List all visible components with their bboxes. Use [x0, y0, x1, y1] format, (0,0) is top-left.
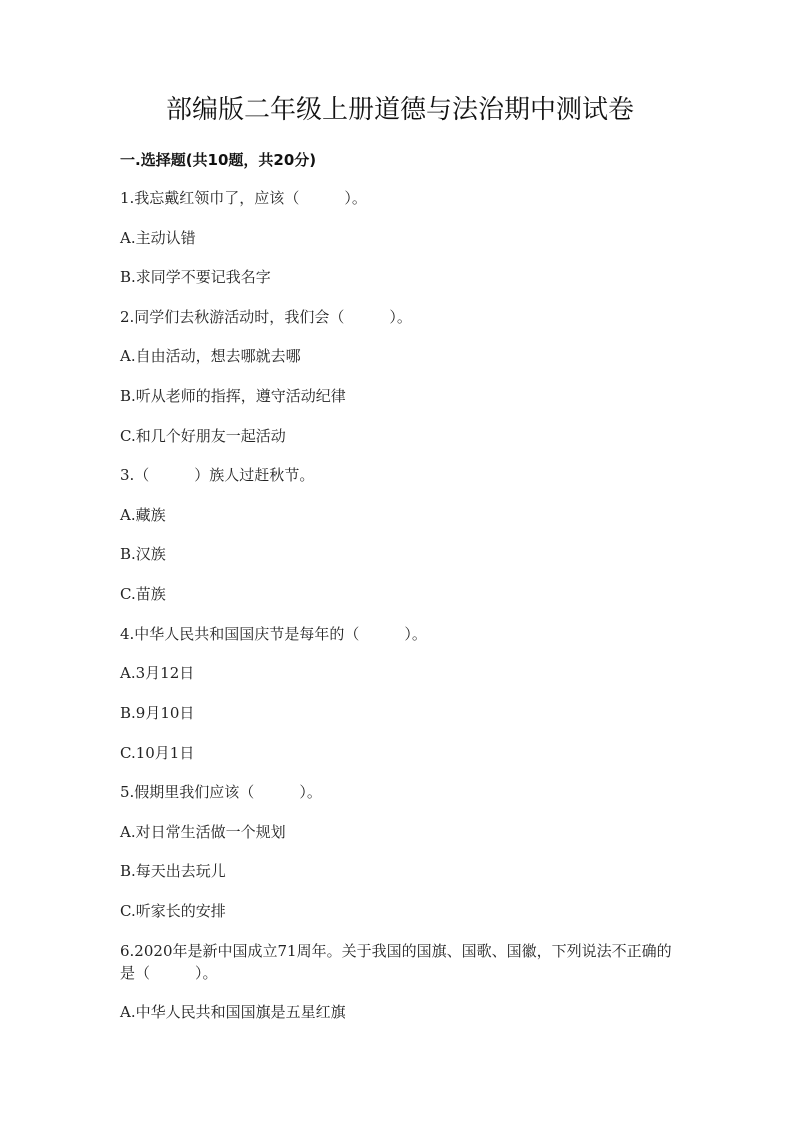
question-4-stem: 4.中华人民共和国国庆节是每年的（ ）。 — [120, 625, 427, 643]
question-3-option-c: C.苗族 — [120, 585, 166, 603]
question-5-option-c: C.听家长的安排 — [120, 902, 226, 920]
question-2-option-a: A.自由活动，想去哪就去哪 — [120, 347, 301, 365]
question-2-stem: 2.同学们去秋游活动时，我们会（ ）。 — [120, 308, 412, 326]
question-4-option-b: B.9月10日 — [120, 704, 195, 722]
question-6-option-a: A.中华人民共和国国旗是五星红旗 — [120, 1003, 346, 1021]
question-1-option-b: B.求同学不要记我名字 — [120, 268, 271, 286]
question-6-stem: 6.2020年是新中国成立71周年。关于我国的国旗、国歌、国徽，下列说法不正确的是（ ）。 — [120, 942, 672, 982]
question-2-option-b: B.听从老师的指挥，遵守活动纪律 — [120, 387, 346, 405]
question-5-option-a: A.对日常生活做一个规划 — [120, 823, 286, 841]
question-3-option-a: A.藏族 — [120, 506, 166, 524]
section-heading: 一.选择题(共10题，共20分) — [120, 151, 317, 169]
question-4-option-c: C.10月1日 — [120, 744, 195, 762]
question-1-stem: 1.我忘戴红领巾了，应该（ ）。 — [120, 189, 367, 207]
question-2-option-c: C.和几个好朋友一起活动 — [120, 427, 286, 445]
question-4-option-a: A.3月12日 — [120, 664, 195, 682]
question-3-stem: 3.（ ）族人过赶秋节。 — [120, 466, 315, 484]
question-5-stem: 5.假期里我们应该（ ）。 — [120, 783, 322, 801]
question-3-option-b: B.汉族 — [120, 545, 166, 563]
question-1-option-a: A.主动认错 — [120, 229, 196, 247]
question-5-option-b: B.每天出去玩儿 — [120, 862, 226, 880]
page-title: 部编版二年级上册道德与法治期中测试卷 — [165, 95, 634, 125]
